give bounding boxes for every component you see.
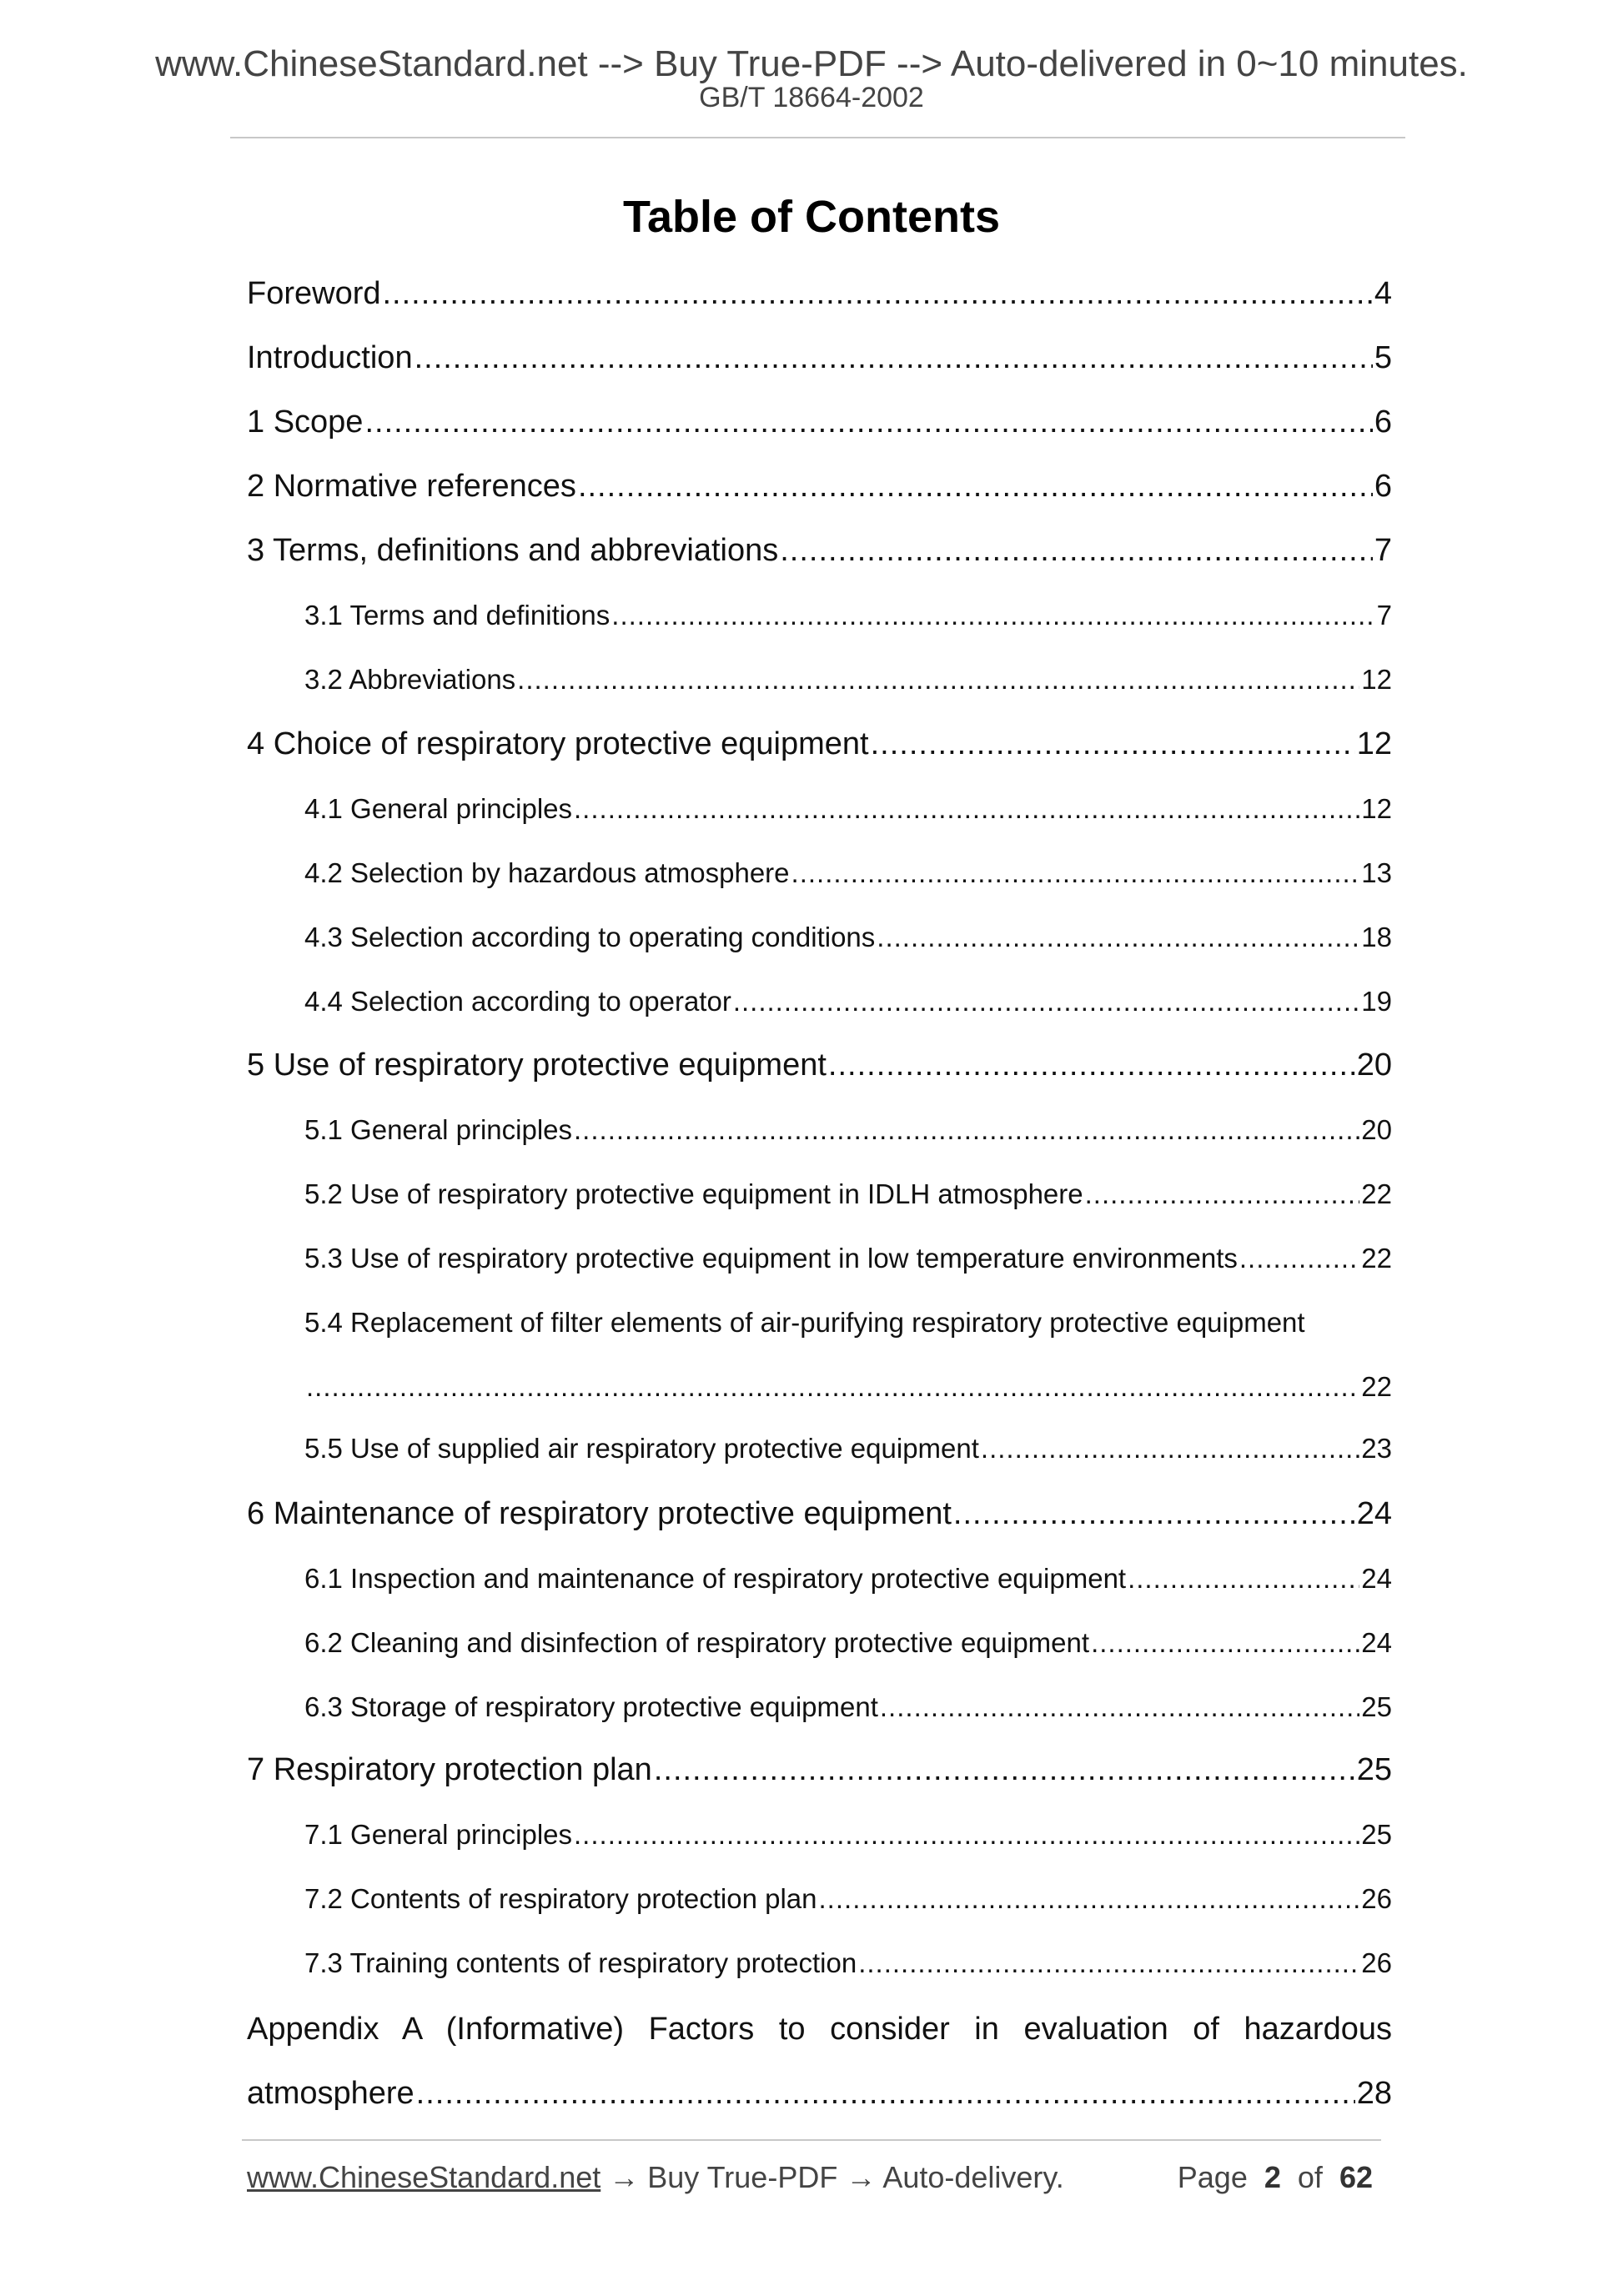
toc-entry-title: 7.3 Training contents of respiratory protection	[304, 1947, 857, 1978]
toc-page-number: 24	[1361, 1563, 1392, 1594]
toc-entry[interactable]	[304, 1430, 1392, 1467]
footer-site-link[interactable]: www.ChineseStandard.net	[247, 2160, 601, 2194]
page-title: Table of Contents	[623, 192, 1000, 242]
toc-entry-title: 6.2 Cleaning and disinfection of respiratory protective equipment	[304, 1627, 1090, 1658]
toc-page-number: 25	[1361, 1819, 1392, 1850]
toc-page-number: 25	[1361, 1691, 1392, 1722]
toc-entry-title: 4.1 General principles	[304, 793, 573, 824]
toc-leader-dots	[791, 855, 1360, 892]
toc-page-number: 19	[1361, 986, 1392, 1017]
toc-page-number: 7	[1376, 600, 1392, 631]
toc-entry-title: 1 Scope	[247, 404, 364, 440]
toc-entry[interactable]	[247, 466, 1392, 506]
footer-divider	[242, 2139, 1381, 2141]
toc-entry-title: 4.2 Selection by hazardous atmosphere	[304, 857, 790, 888]
toc-entry-title: 6.1 Inspection and maintenance of respiratory protective equipment	[304, 1563, 1127, 1594]
toc-leader-dots	[306, 1369, 1359, 1405]
toc-page-number: 26	[1361, 1883, 1392, 1914]
toc-entry-title: 2 Normative references	[247, 469, 576, 504]
toc-leader-dots	[1239, 1240, 1359, 1277]
toc-page-number: 6	[1374, 469, 1392, 504]
toc-leader-dots	[953, 1494, 1355, 1534]
toc-leader-dots	[415, 338, 1373, 378]
toc-entry[interactable]	[247, 274, 1392, 314]
toc-entry-title: 7 Respiratory protection plan	[247, 1752, 652, 1787]
toc-entry-title: 6.3 Storage of respiratory protective equipment	[304, 1691, 878, 1722]
toc-entry[interactable]	[304, 1560, 1392, 1597]
toc-entry[interactable]	[304, 1816, 1392, 1853]
toc-leader-dots	[1091, 1625, 1359, 1661]
page-footer	[247, 2159, 1381, 2196]
toc-entry[interactable]	[304, 1881, 1392, 1917]
toc-page-number: 25	[1356, 1752, 1392, 1787]
toc-entry-title: 5.1 General principles	[304, 1114, 573, 1145]
page-of: of	[1297, 2160, 1323, 2194]
toc-page-number: 12	[1361, 664, 1392, 695]
header-divider	[230, 137, 1405, 138]
toc-entry-title: 3.2 Abbreviations	[304, 664, 516, 695]
toc-leader-dots	[1128, 1560, 1359, 1597]
site-banner: www.ChineseStandard.net --> Buy True-PDF --> Auto-delivered in 0~10 minutes.	[155, 43, 1468, 84]
toc-page-number: 24	[1356, 1496, 1392, 1531]
toc-leader-dots	[383, 274, 1373, 314]
toc-leader-dots	[828, 1045, 1355, 1085]
toc-entry[interactable]	[304, 855, 1392, 892]
toc-leader-dots	[611, 597, 1374, 634]
toc-leader-dots	[880, 1689, 1359, 1726]
toc-entry[interactable]	[247, 530, 1392, 570]
toc-page-number: 22	[1361, 1178, 1392, 1209]
toc-page-number: 13	[1361, 857, 1392, 888]
toc-entry-title: 7.1 General principles	[304, 1819, 573, 1850]
toc-entry-title: 6 Maintenance of respiratory protective equipment	[247, 1496, 952, 1531]
toc-entry-title: 5.3 Use of respiratory protective equipment in low temperature environments	[304, 1243, 1238, 1274]
toc-page-number: 6	[1374, 404, 1392, 440]
toc-entry-continuation[interactable]	[304, 1369, 1392, 1405]
toc-entry[interactable]	[304, 1945, 1392, 1982]
toc-entry-title: Foreword	[247, 276, 381, 311]
page-label: Page	[1177, 2160, 1248, 2194]
toc-leader-dots	[578, 466, 1373, 506]
toc-page-number: 5	[1374, 340, 1392, 375]
toc-page-number: 22	[1361, 1243, 1392, 1274]
toc-entry-title: 4.4 Selection according to operator	[304, 986, 731, 1017]
toc-entry[interactable]	[304, 983, 1392, 1020]
toc-entry[interactable]	[304, 1625, 1392, 1661]
toc-entry-title: 5 Use of respiratory protective equipment	[247, 1048, 827, 1083]
toc-entry[interactable]	[247, 1045, 1392, 1085]
toc-leader-dots	[780, 530, 1373, 570]
toc-page-number: 7	[1374, 533, 1392, 568]
footer-left	[247, 2159, 1064, 2196]
toc-page-number: 12	[1356, 726, 1392, 761]
toc-page-number: 20	[1356, 1048, 1392, 1083]
toc-entry[interactable]	[247, 402, 1392, 442]
toc-page-number: 4	[1374, 276, 1392, 311]
page-number	[1178, 2159, 1373, 2196]
toc-leader-dots	[574, 1112, 1359, 1148]
toc-entry[interactable]	[304, 1240, 1392, 1277]
toc-leader-dots	[981, 1430, 1359, 1467]
toc-leader-dots	[517, 661, 1359, 698]
toc-entry[interactable]	[304, 597, 1392, 634]
toc-entry[interactable]	[304, 919, 1392, 956]
toc-leader-dots	[1085, 1176, 1360, 1213]
toc-page-number: 23	[1361, 1433, 1392, 1464]
toc-entry-title: 4.3 Selection according to operating conditions	[304, 922, 876, 952]
toc-leader-dots	[819, 1881, 1360, 1917]
toc-leader-dots	[654, 1750, 1355, 1790]
toc-leader-dots	[416, 2073, 1355, 2113]
toc-entry-title: 3.1 Terms and definitions	[304, 600, 611, 631]
toc-page-number: 12	[1361, 793, 1392, 824]
toc-entry[interactable]	[247, 338, 1392, 378]
toc-entry-title-cont: atmosphere	[247, 2076, 415, 2111]
toc-page-number: 22	[1361, 1371, 1392, 1402]
toc-leader-dots	[574, 791, 1359, 827]
toc-entry[interactable]	[304, 1176, 1392, 1213]
toc-entry[interactable]	[247, 1750, 1392, 1790]
toc-entry[interactable]	[247, 724, 1392, 764]
toc-entry-title: 4 Choice of respiratory protective equipment	[247, 726, 869, 761]
toc-entry[interactable]	[304, 1689, 1392, 1726]
toc-leader-dots	[733, 983, 1359, 1020]
toc-entry-title: 5.4 Replacement of filter elements of air-purifying respiratory protective equipment	[304, 1307, 1305, 1338]
toc-leader-dots	[877, 919, 1359, 956]
toc-entry-continuation[interactable]	[247, 2073, 1392, 2113]
toc-page-number: 26	[1361, 1947, 1392, 1978]
toc-entry[interactable]	[304, 661, 1392, 698]
page-total: 62	[1339, 2160, 1373, 2194]
toc-entry[interactable]	[304, 1112, 1392, 1148]
toc-entry[interactable]	[304, 1304, 1392, 1341]
toc-entry[interactable]	[247, 1494, 1392, 1534]
toc-leader-dots	[871, 724, 1355, 764]
toc-page-number: 18	[1361, 922, 1392, 952]
toc-entry-title: 7.2 Contents of respiratory protection plan	[304, 1883, 817, 1914]
toc-leader-dots	[858, 1945, 1359, 1982]
toc-page-number: 24	[1361, 1627, 1392, 1658]
toc-entry-title: 3 Terms, definitions and abbreviations	[247, 533, 779, 568]
toc-entry[interactable]	[304, 791, 1392, 827]
toc-page-number: 28	[1356, 2076, 1392, 2111]
toc-entry[interactable]	[247, 2009, 1392, 2049]
toc-entry-title: Appendix A (Informative) Factors to consider in evaluation of hazardous	[247, 2012, 1392, 2047]
page-current: 2	[1264, 2160, 1281, 2194]
toc-entry-title: Introduction	[247, 340, 413, 375]
toc-page-number: 20	[1361, 1114, 1392, 1145]
toc-entry-title: 5.5 Use of supplied air respiratory protective equipment	[304, 1433, 979, 1464]
toc-entry-title: 5.2 Use of respiratory protective equipment in IDLH atmosphere	[304, 1178, 1083, 1209]
toc-leader-dots	[364, 402, 1372, 442]
footer-tagline: → Buy True-PDF → Auto-delivery.	[600, 2160, 1064, 2194]
toc-leader-dots	[574, 1816, 1359, 1853]
document-id: GB/T 18664-2002	[699, 82, 924, 113]
